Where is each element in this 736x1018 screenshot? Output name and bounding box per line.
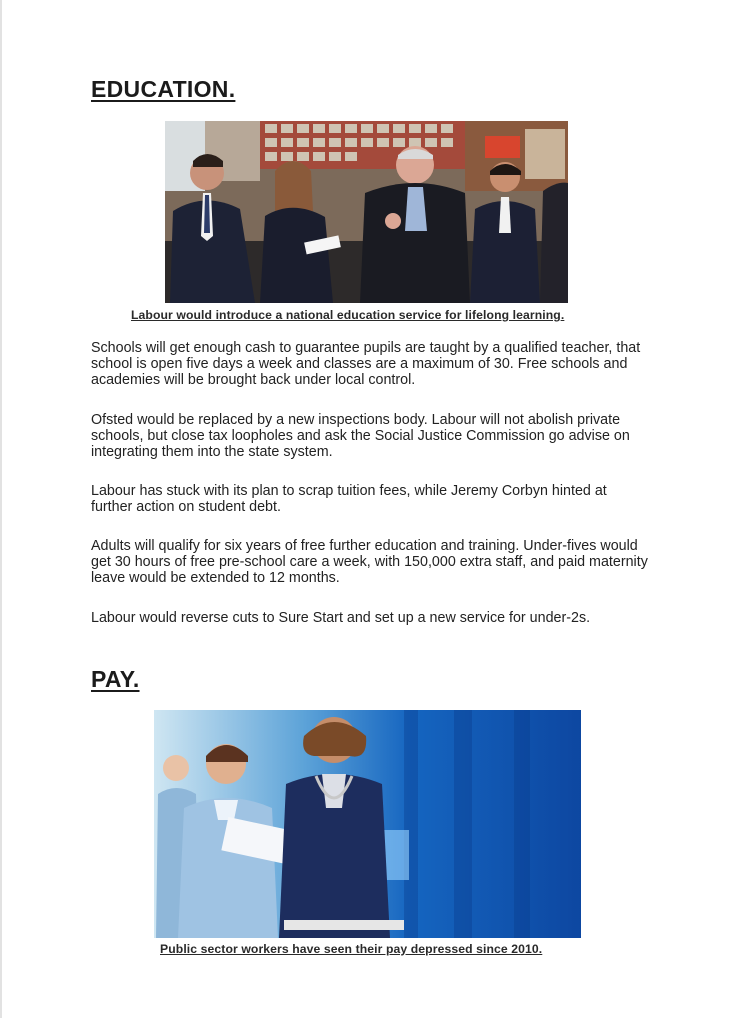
education-paragraph-3: Labour has stuck with its plan to scrap tuition fees, while Jeremy Corbyn hinted at further action on student debt. xyxy=(91,483,607,515)
pay-heading: PAY. xyxy=(91,666,140,692)
education-paragraph-1: Schools will get enough cash to guarantee pupils are taught by a qualified teacher, that school is open five days a week and classes are a maximum of 30. Free schools and academies will be brought back under local control. xyxy=(91,340,641,388)
pay-photo xyxy=(154,710,581,938)
education-photo xyxy=(165,121,568,303)
page-edge xyxy=(0,0,2,1018)
education-paragraph-5: Labour would reverse cuts to Sure Start and set up a new service for under-2s. xyxy=(91,610,591,626)
education-caption-period: . xyxy=(560,308,565,322)
education-photo-caption xyxy=(131,308,564,322)
education-heading: EDUCATION. xyxy=(91,76,236,102)
education-paragraph-4: Adults will qualify for six years of free further education and training. Under-fives would get 30 hours of free pre-school care a week, with 150,000 extra staff, and paid maternity leave would be extended to 12 months. xyxy=(91,538,648,586)
education-paragraph-2: Ofsted would be replaced by a new inspections body. Labour will not abolish private schools, but close tax loopholes and ask the Social Justice Commission go advise on integrating them into the state system. xyxy=(91,412,630,460)
education-caption-text: Labour would introduce a national education service for lifelong learning xyxy=(131,308,561,322)
pay-photo-caption: Public sector workers have seen their pay depressed since 2010. xyxy=(160,942,543,956)
